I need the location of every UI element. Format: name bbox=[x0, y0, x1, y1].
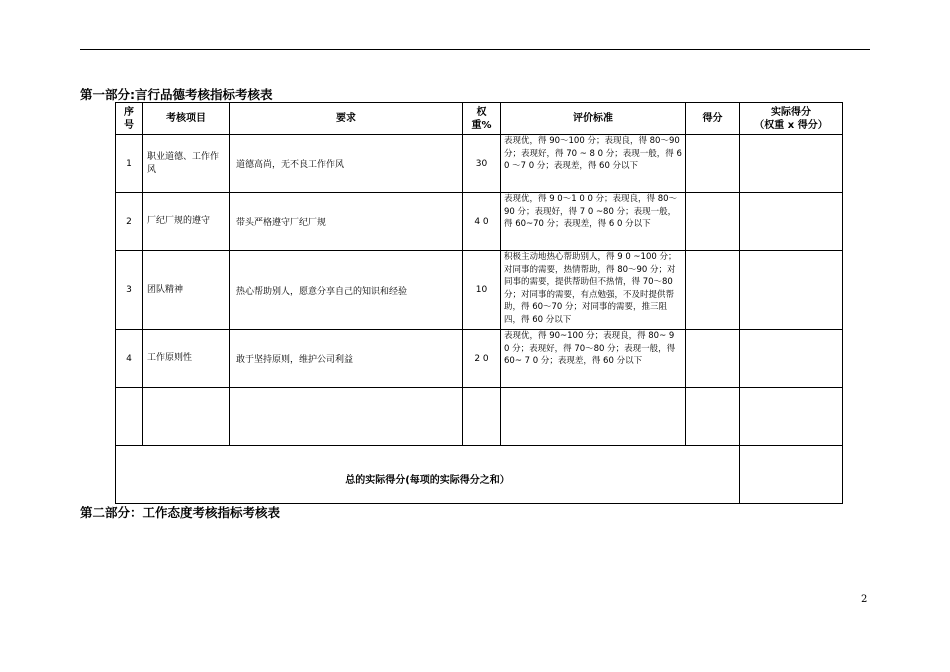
table-row bbox=[116, 251, 843, 330]
row-index: 4 bbox=[116, 330, 143, 388]
total-row bbox=[116, 446, 843, 504]
row-index: 2 bbox=[116, 193, 143, 251]
row-item: 职业道德、工作作风 bbox=[143, 135, 230, 193]
empty-requirement-cell[interactable] bbox=[230, 388, 463, 446]
header-weight-label: 权重% bbox=[471, 106, 492, 131]
row-score-cell[interactable] bbox=[686, 251, 740, 330]
table-row bbox=[116, 135, 843, 193]
top-rule bbox=[80, 49, 870, 50]
page-number: 2 bbox=[861, 594, 868, 605]
header-actual-score bbox=[740, 103, 843, 135]
row-score-cell[interactable] bbox=[686, 330, 740, 388]
row-actual-score-cell[interactable] bbox=[740, 251, 843, 330]
row-requirement: 热心帮助别人，愿意分享自己的知识和经验 bbox=[230, 251, 463, 330]
header-index-label: 序号 bbox=[124, 106, 134, 131]
section1-title: 第一部分:言行品德考核指标考核表 bbox=[80, 87, 273, 102]
row-weight: 30 bbox=[463, 135, 501, 193]
empty-score-cell[interactable] bbox=[686, 388, 740, 446]
row-requirement: 道德高尚，无不良工作作风 bbox=[230, 135, 463, 193]
row-criteria: 积极主动地热心帮助别人，得 9 0 ~100 分；对同事的需要，热情帮助，得 80～90 分；对同事的需要，提供帮助但不热情，得 70～80 分；对同事的需要，有点勉强，不及时提供帮助，得 60～70 分；对同事的需要，推三阻四，得 60 分以下 bbox=[501, 251, 686, 330]
row-item: 团队精神 bbox=[143, 251, 230, 330]
row-criteria: 表现优，得 9 0～1 0 0 分；表现良，得 80～90 分；表现好，得 7 0 ~80 分；表现一般，得 60~70 分；表现差，得 6 0 分以下 bbox=[501, 193, 686, 251]
row-actual-score-cell[interactable] bbox=[740, 135, 843, 193]
row-criteria: 表现优，得 90~100 分；表现良，得 80~ 9 0 分；表现好，得 70～80 分；表现一般，得 60~ 7 0 分；表现差，得 60 分以下 bbox=[501, 330, 686, 388]
header-criteria: 评价标准 bbox=[501, 103, 686, 135]
row-actual-score-cell[interactable] bbox=[740, 330, 843, 388]
empty-item-cell[interactable] bbox=[143, 388, 230, 446]
header-item: 考核项目 bbox=[143, 103, 230, 135]
total-score-cell[interactable] bbox=[740, 446, 843, 504]
row-requirement: 带头严格遵守厂纪厂规 bbox=[230, 193, 463, 251]
row-item: 工作原则性 bbox=[143, 330, 230, 388]
empty-weight-cell[interactable] bbox=[463, 388, 501, 446]
table-row-empty bbox=[116, 388, 843, 446]
empty-actual-score-cell[interactable] bbox=[740, 388, 843, 446]
row-item: 厂纪厂规的遵守 bbox=[143, 193, 230, 251]
row-score-cell[interactable] bbox=[686, 135, 740, 193]
row-requirement: 敢于坚持原则，维护公司利益 bbox=[230, 330, 463, 388]
ethics-assessment-table bbox=[115, 102, 843, 504]
total-score-label: 总的实际得分(每项的实际得分之和） bbox=[116, 446, 740, 504]
row-index: 3 bbox=[116, 251, 143, 330]
row-weight: 2 0 bbox=[463, 330, 501, 388]
header-weight bbox=[463, 103, 501, 135]
row-weight: 4 0 bbox=[463, 193, 501, 251]
header-index bbox=[116, 103, 143, 135]
row-actual-score-cell[interactable] bbox=[740, 193, 843, 251]
header-actual-line1: 实际得分 bbox=[771, 106, 811, 118]
empty-index-cell[interactable] bbox=[116, 388, 143, 446]
empty-criteria-cell[interactable] bbox=[501, 388, 686, 446]
row-criteria: 表现优，得 90～100 分；表现良，得 80～90 分；表现好，得 70 ~ 8 0 分；表现一般，得 6 0 ～7 0 分；表现差，得 60 分以下 bbox=[501, 135, 686, 193]
row-index: 1 bbox=[116, 135, 143, 193]
table-header-row bbox=[116, 103, 843, 135]
header-actual-line2: （权重 x 得分） bbox=[754, 119, 828, 131]
table-row bbox=[116, 193, 843, 251]
header-requirement: 要求 bbox=[230, 103, 463, 135]
section2-title: 第二部分：工作态度考核指标考核表 bbox=[80, 505, 281, 520]
row-weight: 10 bbox=[463, 251, 501, 330]
table-row bbox=[116, 330, 843, 388]
row-score-cell[interactable] bbox=[686, 193, 740, 251]
header-score: 得分 bbox=[686, 103, 740, 135]
